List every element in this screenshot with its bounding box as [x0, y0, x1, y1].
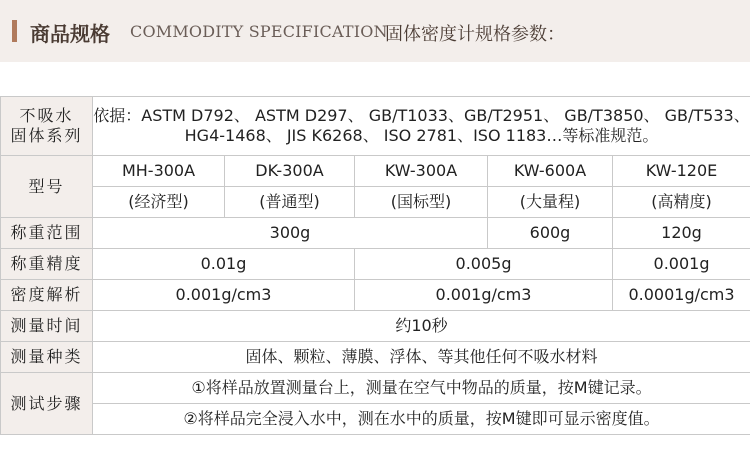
- step-line: ②将样品完全浸入水中，测在水中的质量，按M键即可显示密度值。: [93, 404, 750, 435]
- model-cell: DK-300A: [225, 156, 355, 187]
- types-value: 固体、颗粒、薄膜、浮体、等其他任何不吸水材料: [93, 342, 750, 373]
- header-subtitle-cn: 固体密度计规格参数：: [385, 24, 565, 45]
- table-row-range: [1, 218, 750, 249]
- series-label: 不吸水 固体系列: [1, 97, 93, 156]
- model-type-cell: (经济型): [93, 187, 225, 218]
- range-value: 120g: [613, 218, 750, 249]
- steps-label: 测试步骤: [1, 373, 93, 435]
- model-cell: KW-600A: [488, 156, 613, 187]
- model-cell: MH-300A: [93, 156, 225, 187]
- model-label: 型号: [1, 156, 93, 218]
- time-label: 测量时间: [1, 311, 93, 342]
- model-type-cell: (国标型): [355, 187, 488, 218]
- resolution-value: 0.001g/cm3: [93, 280, 355, 311]
- resolution-value: 0.001g/cm3: [355, 280, 613, 311]
- spec-table: [0, 96, 750, 435]
- step-line: ①将样品放置测量台上，测量在空气中物品的质量，按M键记录。: [93, 373, 750, 404]
- table-row-steps-2: [1, 404, 750, 435]
- range-value: 600g: [488, 218, 613, 249]
- precision-value: 0.01g: [93, 249, 355, 280]
- range-label: 称重范围: [1, 218, 93, 249]
- header-subtitle-en: COMMODITY SPECIFICATION: [130, 22, 388, 41]
- table-row-types: [1, 342, 750, 373]
- standards-text: 依据：ASTM D792、 ASTM D297、 GB/T1033、GB/T2951、 GB/T3850、 GB/T533、 HG4-1468、 JIS K6268、 ISO 2781、ISO 1183…等标准规范。: [93, 97, 750, 156]
- resolution-value: 0.0001g/cm3: [613, 280, 750, 311]
- range-value: 300g: [93, 218, 488, 249]
- resolution-label: 密度解析: [1, 280, 93, 311]
- table-row-model-types: [1, 187, 750, 218]
- precision-value: 0.001g: [613, 249, 750, 280]
- model-type-cell: (大量程): [488, 187, 613, 218]
- table-row-time: [1, 311, 750, 342]
- precision-value: 0.005g: [355, 249, 613, 280]
- table-row-precision: [1, 249, 750, 280]
- table-row-series: [1, 97, 750, 156]
- header-accent-bar: [12, 20, 17, 42]
- model-type-cell: (高精度): [613, 187, 750, 218]
- model-type-cell: (普通型): [225, 187, 355, 218]
- spec-header: [0, 0, 750, 62]
- types-label: 测量种类: [1, 342, 93, 373]
- model-cell: KW-300A: [355, 156, 488, 187]
- table-row-models: [1, 156, 750, 187]
- precision-label: 称重精度: [1, 249, 93, 280]
- table-row-steps: [1, 373, 750, 404]
- header-title: 商品规格: [30, 22, 110, 46]
- table-row-resolution: [1, 280, 750, 311]
- time-value: 约10秒: [93, 311, 750, 342]
- model-cell: KW-120E: [613, 156, 750, 187]
